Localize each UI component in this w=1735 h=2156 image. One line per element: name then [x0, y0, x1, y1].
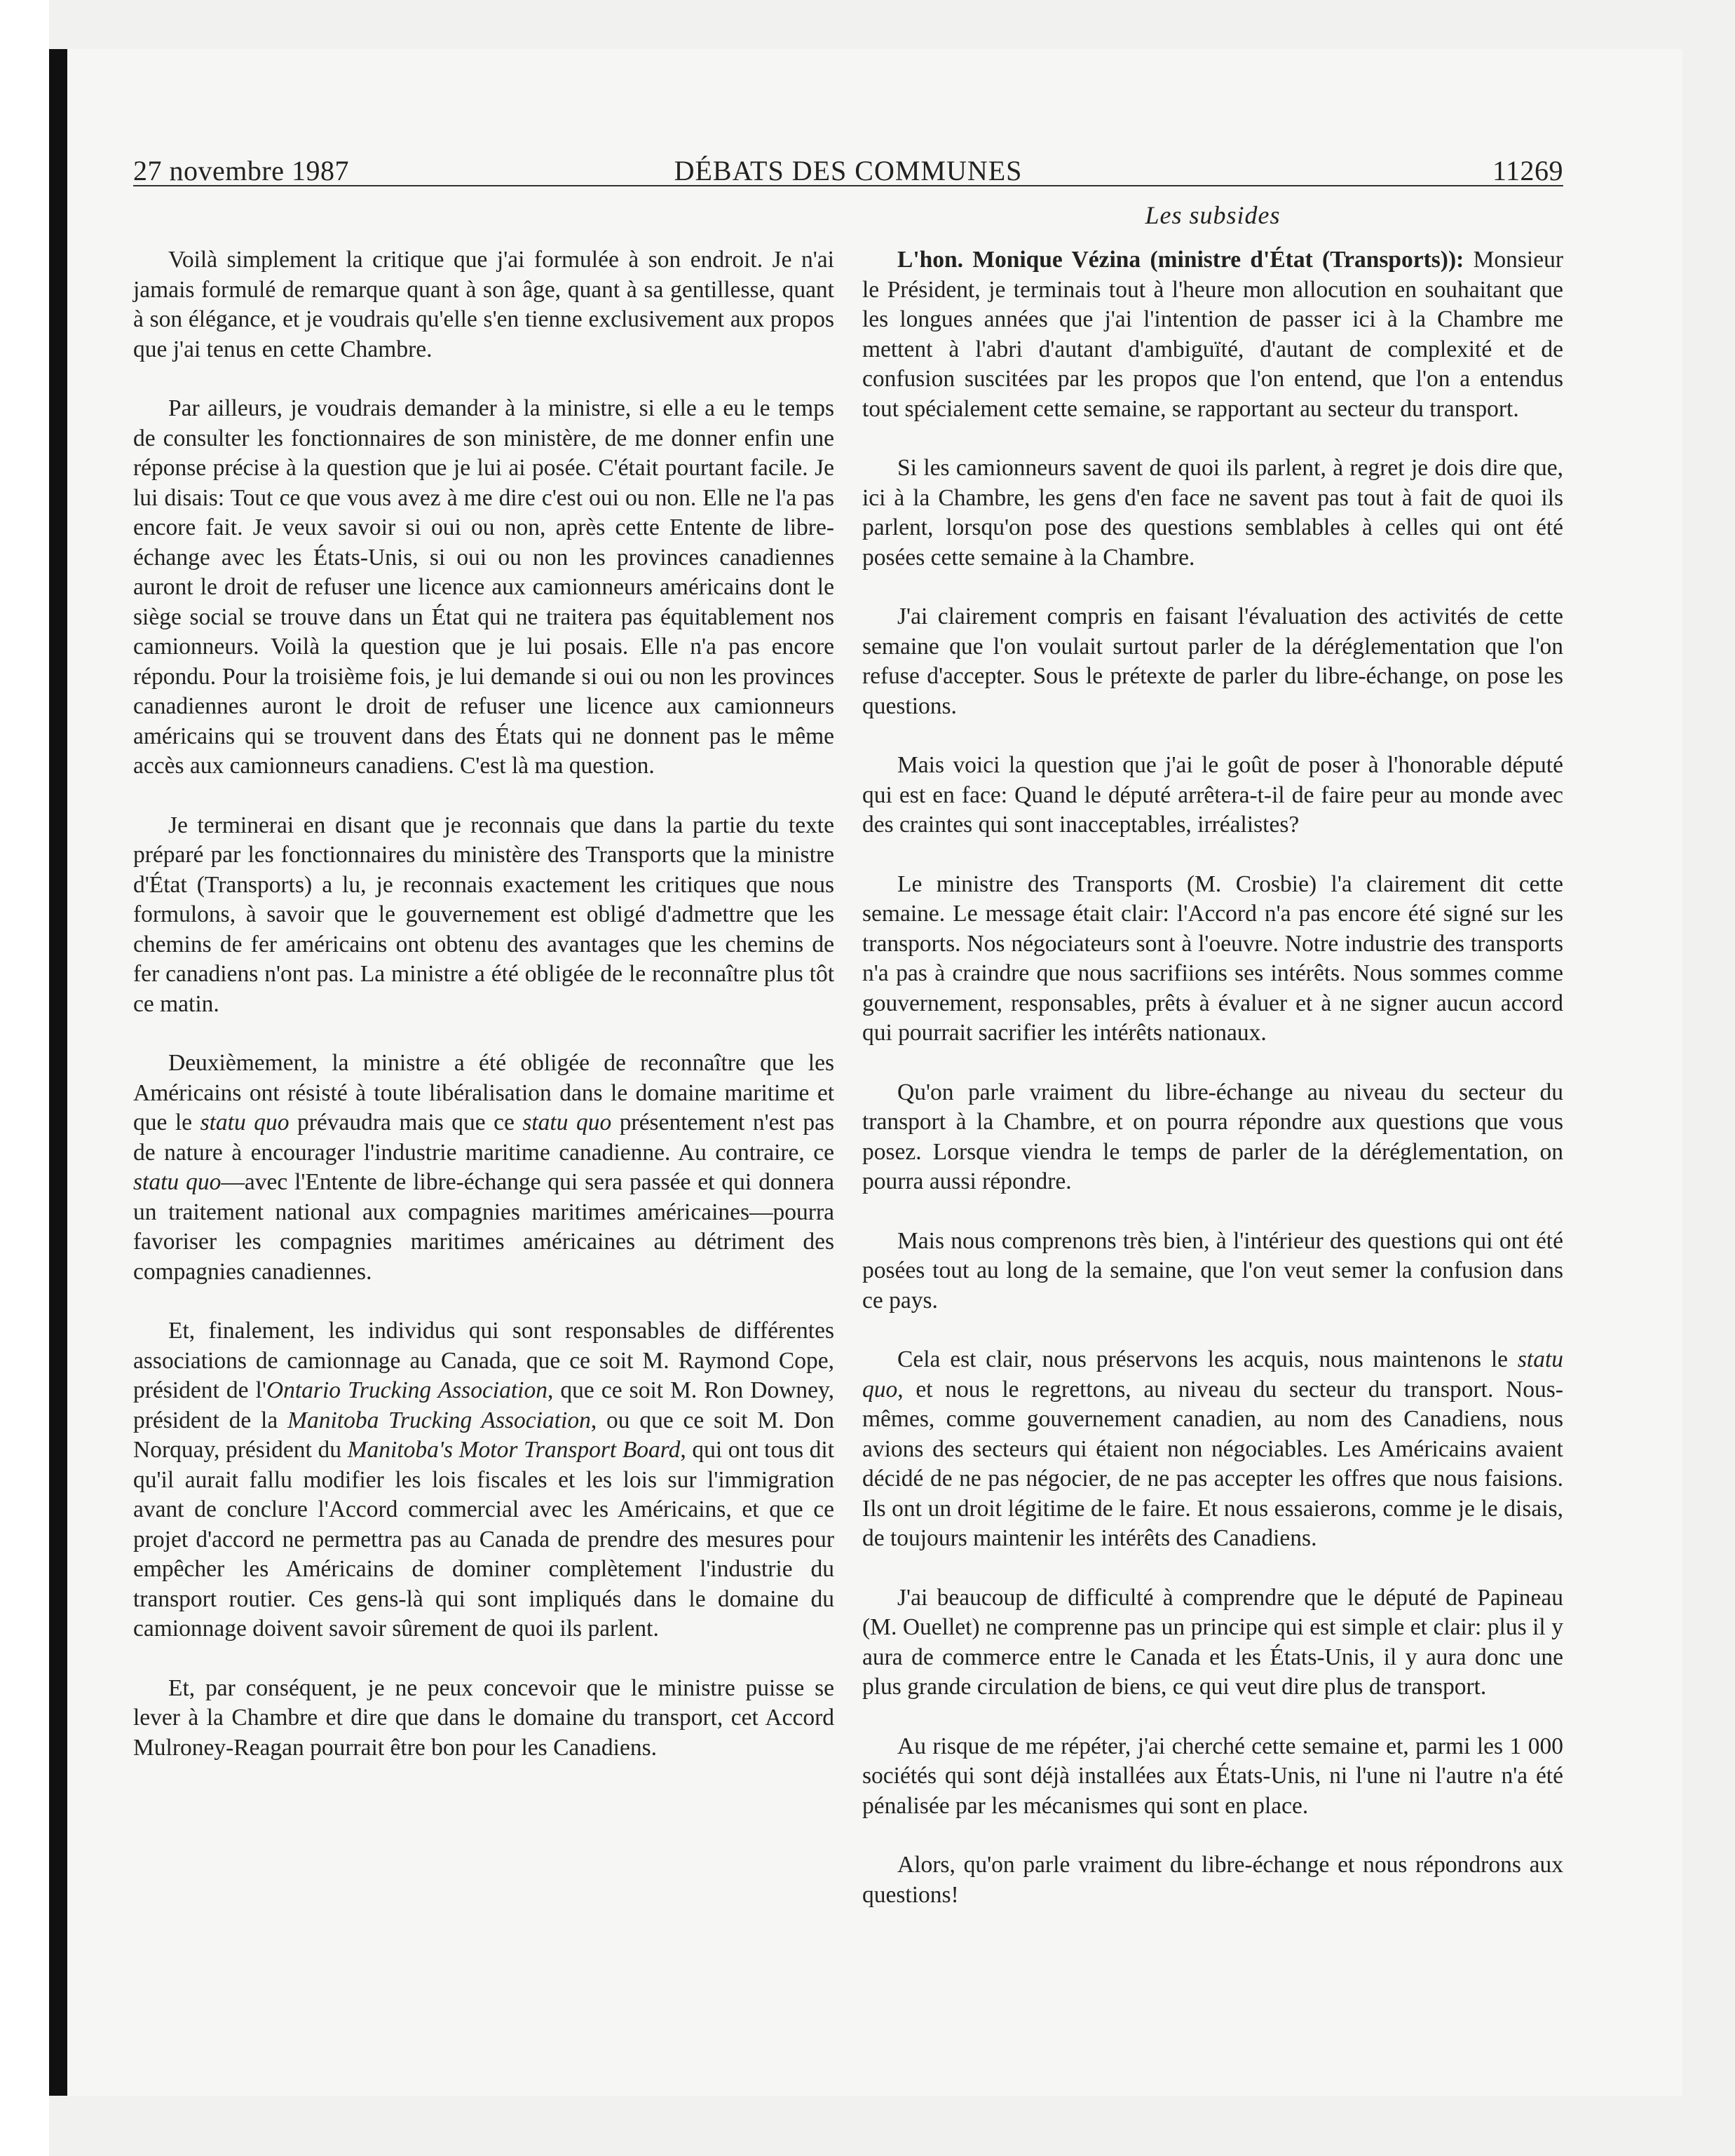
left-column	[133, 245, 834, 1792]
paragraph: J'ai clairement compris en faisant l'évaluation des activités de cette semaine que l'on voulait surtout parler de la déréglementation que l'on refuse d'accepter. Sous le prétexte de parler du libre-échange, on pose les questions.	[862, 603, 1563, 719]
text-run: , que ce soit M. Ron Downey, président de la	[133, 1377, 834, 1433]
italic-term: Manitoba Trucking Association	[287, 1407, 591, 1433]
text-run: Monsieur le Président, je terminais tout à l'heure mon allocution en souhaitant que les longues années que j'ai l'intention de passer ici à la Chambre me mettent à l'abri d'autant d'ambiguïté, d'autant de complexité et de confusion suscitées par les propos que l'on entend, que l'on a entendus tout spécialement cette semaine, se rapportant au secteur du transport.	[862, 247, 1564, 422]
running-header	[133, 149, 1563, 191]
italic-term: Ontario Trucking Association	[266, 1377, 547, 1403]
paragraph	[862, 1345, 1563, 1554]
paragraph: Par ailleurs, je voudrais demander à la ministre, si elle a eu le temps de consulter les fonctionnaires de son ministère, de me donner enfin une réponse précise à la question que je lui ai posée. C'était pourtant facile. Je lui disais: Tout ce que vous avez à me dire c'est oui ou non. Elle ne l'a pas encore fait. Je veux savoir si oui ou non, après cette Entente de libre-échange avec les États-Unis, si oui ou non les provinces canadiennes auront le droit de refuser une licence aux camionneurs américains dont le siège social se trouve dans un État qui ne traitera pas équitablement nos camionneurs. Voilà la question que je lui posais. Elle n'a pas encore répondu. Pour la troisième fois, je lui demande si oui ou non les provinces canadiennes auront le droit de refuser une licence aux camionneurs américains qui se trouvent dans des États qui ne donnent pas le même accès aux camionneurs canadiens. C'est là ma question.	[133, 395, 834, 779]
speaker-name: L'hon. Monique Vézina (ministre d'État (Transports)):	[897, 247, 1464, 273]
paragraph: Qu'on parle vraiment du libre-échange au niveau du secteur du transport à la Chambre, et on pourra répondre aux questions que vous posez. Lorsque viendra le temps de parler de la déréglementation, on pourra aussi répondre.	[862, 1079, 1563, 1194]
paragraph: Mais voici la question que j'ai le goût de poser à l'honorable député qui est en face: Quand le député arrêtera-t-il de faire peur au monde avec des craintes qui sont inacceptables, irréalistes?	[862, 752, 1563, 838]
text-run: , qui ont tous dit qu'il aurait fallu modifier les lois fiscales et les lois sur l'immigration avant de conclure l'Accord commercial avec les Américains, et que ce projet d'accord ne permettra pas au Canada de prendre des mesures pour empêcher les Américains de dominer complètement l'industrie du transport routier. Ces gens-là qui sont impliqués dans le domaine du camionnage doivent savoir sûrement de quoi ils parlent.	[133, 1437, 834, 1642]
section-title: Les subsides	[1145, 201, 1281, 229]
paragraph: Je terminerai en disant que je reconnais que dans la partie du texte préparé par les fonctionnaires du ministère des Transports que la ministre d'État (Transports) a lu, je reconnais exactement les critiques que nous formulons, à savoir que le gouvernement est obligé d'admettre que les chemins de fer américains ont obtenu des avantages que les chemins de fer canadiens n'ont pas. La ministre a été obligée de le reconnaître plus tôt ce matin.	[133, 812, 834, 1017]
paragraph	[862, 245, 1563, 424]
italic-term: statu quo	[522, 1110, 612, 1135]
paragraph: Mais nous comprenons très bien, à l'intérieur des questions qui ont été posées tout au long de la semaine, que l'on veut semer la confusion dans ce pays.	[862, 1227, 1563, 1314]
text-run: Et, finalement, les individus qui sont responsables de différentes associations de camionnage au Canada, que ce soit M. Raymond Cope, président de l'	[133, 1318, 834, 1403]
italic-term: statu quo	[200, 1110, 290, 1135]
header-rule	[133, 185, 1563, 186]
header-date: 27 novembre 1987	[133, 155, 349, 186]
scan-margin	[0, 0, 49, 2156]
italic-term: statu quo	[133, 1169, 222, 1195]
paragraph: J'ai beaucoup de difficulté à comprendre que le député de Papineau (M. Ouellet) ne comprenne pas un principe qui est simple et clair: plus il y aura de commerce entre le Canada et les États-Unis, il y aura donc une plus grande circulation de biens, ce qui veut dire plus de transport.	[862, 1584, 1563, 1700]
text-run: prévaudra mais que ce	[289, 1110, 523, 1135]
paragraph: Le ministre des Transports (M. Crosbie) l'a clairement dit cette semaine. Le message était clair: l'Accord n'a pas encore été signé sur les transports. Nos négociateurs sont à l'oeuvre. Notre industrie des transports n'a pas à craindre que nous sacrifiions ses intérêts. Nous sommes comme gouvernement, responsables, prêts à évaluer et à ne signer aucun accord qui pourrait sacrifier les intérêts nationaux.	[862, 871, 1563, 1046]
paragraph: Voilà simplement la critique que j'ai formulée à son endroit. Je n'ai jamais formulé de remarque quant à son âge, quant à sa gentillesse, quant à son élégance, et je voudrais qu'elle s'en tienne exclusivement aux propos que j'ai tenus en cette Chambre.	[133, 247, 834, 362]
scan-binding-edge	[49, 49, 67, 2096]
paragraph: Et, par conséquent, je ne peux concevoir que le ministre puisse se lever à la Chambre et dire que dans le domaine du transport, cet Accord Mulroney-Reagan pourrait être bon pour les Canadiens.	[133, 1674, 834, 1761]
text-run: , et nous le regrettons, au niveau du secteur du transport. Nous-mêmes, comme gouvernement canadien, au nom des Canadiens, nous avions des secteurs qui étaient non négociables. Les Américains avaient décidé de ne pas négocier, de ne pas accepter les offres que nous faisions. Ils ont un droit légitime de le faire. Et nous essaierons, comme je le disais, de toujours maintenir les intérêts des Canadiens.	[862, 1376, 1563, 1551]
paragraph: Alors, qu'on parle vraiment du libre-échange et nous répondrons aux questions!	[862, 1852, 1563, 1908]
paragraph: Si les camionneurs savent de quoi ils parlent, à regret je dois dire que, ici à la Chambre, les gens d'en face ne savent pas tout à fait de quoi ils parlent, lorsqu'on pose des questions semblables à celles qui ont été posées cette semaine à la Chambre.	[862, 455, 1563, 571]
italic-term: statu quo	[862, 1346, 1563, 1403]
text-run: présentement n'est pas de nature à encourager l'industrie maritime canadienne. Au contraire, ce	[133, 1110, 835, 1166]
text-run: , ou que ce soit M. Don Norquay, président du	[133, 1407, 835, 1463]
text-run: Deuxièmement, la ministre a été obligée de reconnaître que les Américains ont résisté à toute libéralisation dans le domaine maritime et que le	[133, 1050, 834, 1135]
header-title: DÉBATS DES COMMUNES	[674, 155, 1023, 186]
paragraph	[133, 1316, 834, 1644]
italic-term: Manitoba's Motor Transport Board	[347, 1437, 681, 1463]
paragraph	[133, 1049, 834, 1287]
page-number: 11269	[1492, 155, 1563, 186]
paragraph: Au risque de me répéter, j'ai cherché cette semaine et, parmi les 1 000 sociétés qui sont déjà installées aux États-Unis, ni l'une ni l'autre n'a été pénalisée par les mécanismes qui sont en place.	[862, 1733, 1563, 1819]
text-run: —avec l'Entente de libre-échange qui sera passée et qui donnera un traitement national aux compagnies maritimes américaines—pourra favoriser les compagnies maritimes américaines au détriment des compagnies canadiennes.	[133, 1169, 835, 1285]
right-column	[862, 245, 1563, 1939]
text-run: Cela est clair, nous préservons les acquis, nous maintenons le	[897, 1346, 1518, 1372]
